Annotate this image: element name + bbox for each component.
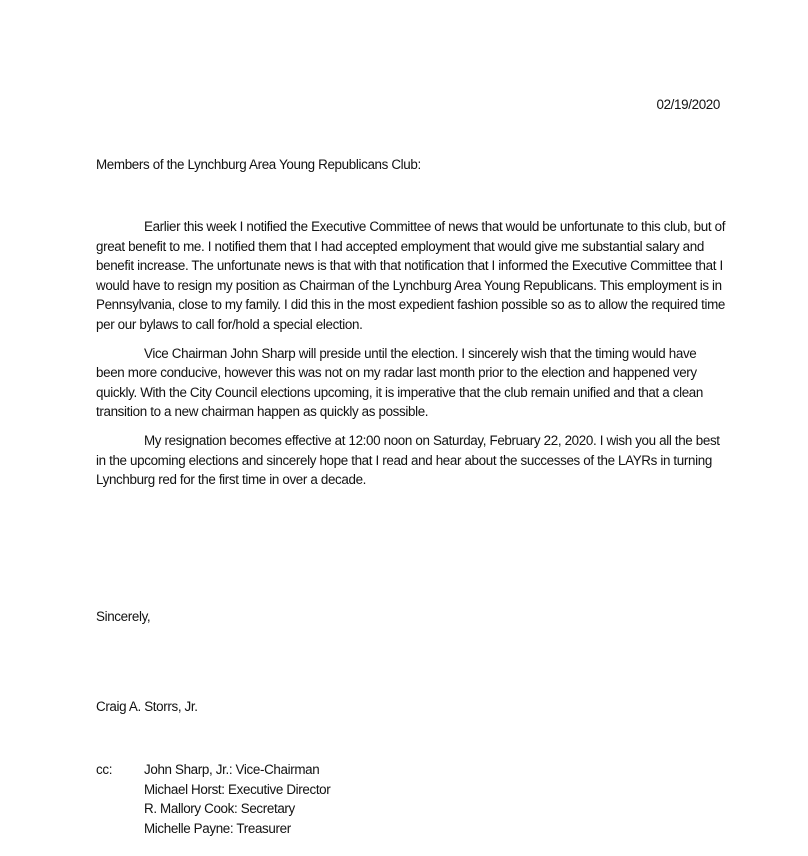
cc-label: cc: [96,762,113,777]
closing: Sincerely, [96,609,151,624]
salutation: Members of the Lynchburg Area Young Republicans Club: [96,157,421,172]
body-paragraph: Earlier this week I notified the Executive Committee of news that would be unfortunate to this club, but of great benefit to me. I notified them that I had accepted employment that would give me substantial salary and benefit increase. The unfortunate news is that with that notification that I informed the Executive Committee that I would have to resign my position as Chairman of the Lynchburg Area Young Republicans. This employment is in Pennsylvania, close to my family. I did this in the most expedient fashion possible so as to allow the required time per our bylaws to call for/hold a special election. [96,219,726,332]
signature-name: Craig A. Storrs, Jr. [96,699,198,714]
cc-recipient: Michelle Payne: Treasurer [144,820,291,836]
cc-recipient: John Sharp, Jr.: Vice-Chairman [144,762,320,777]
cc-recipient: R. Mallory Cook: Secretary [144,801,295,816]
letter-date: 02/19/2020 [656,97,720,112]
body-paragraph: Vice Chairman John Sharp will preside until the election. I sincerely wish that the timing would have been more conducive, however this was not on my radar last month prior to the election and happened very quickly. With the City Council elections upcoming, it is imperative that the club remain unified and that a clean transition to a new chairman happen as quickly as possible. [96,345,703,420]
body-paragraph: My resignation becomes effective at 12:00 noon on Saturday, February 22, 2020. I wish you all the best in the upcoming elections and sincerely hope that I read and hear about the successes of the LAYRs in turning Lynchburg red for the first time in over a decade. [96,432,720,488]
cc-list [144,760,330,838]
cc-recipient: Michael Horst: Executive Director [144,781,331,797]
letter-body [96,217,726,499]
